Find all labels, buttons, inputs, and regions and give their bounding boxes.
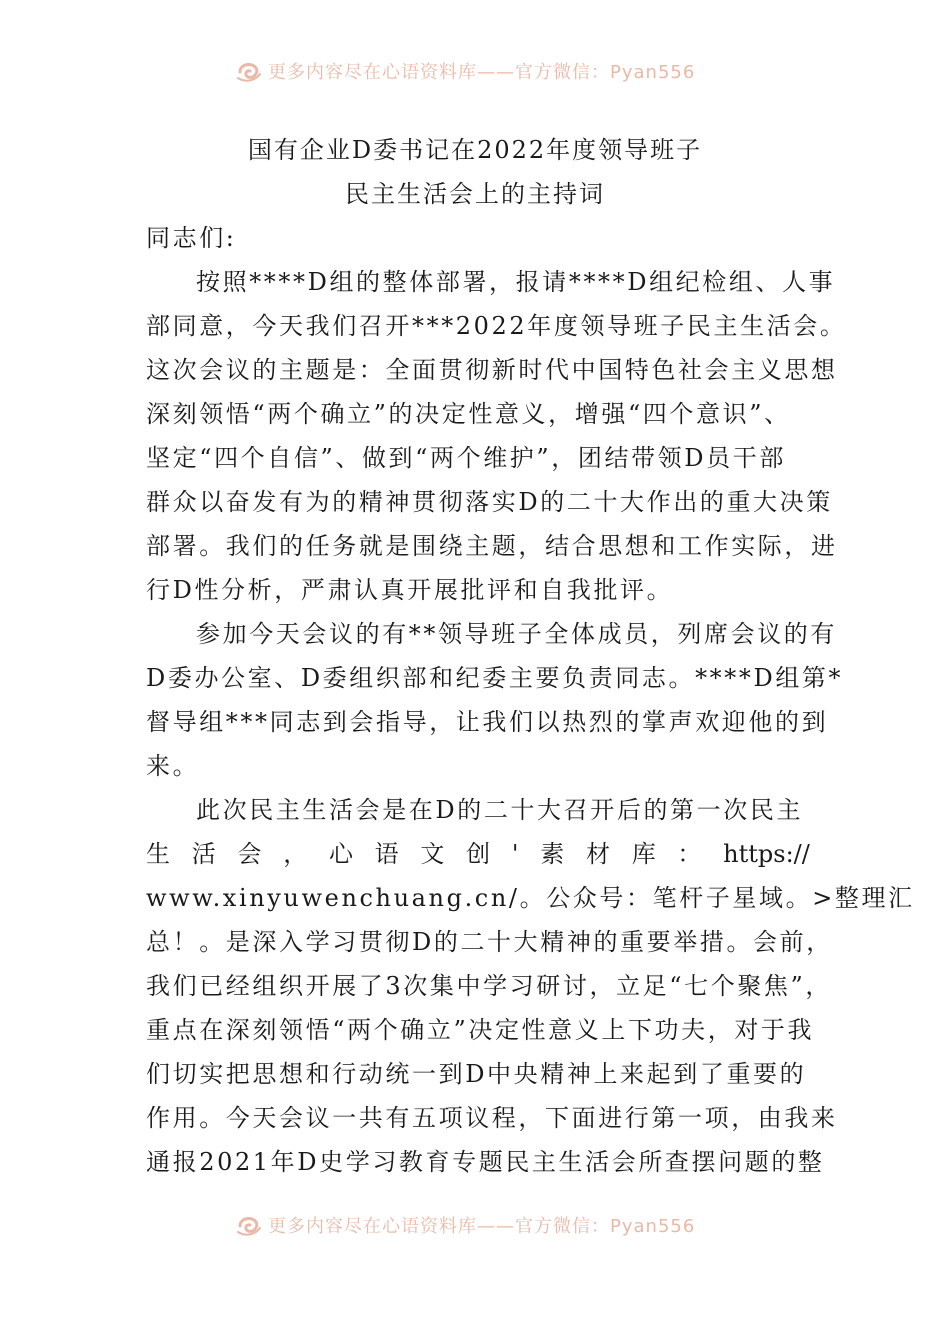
body-line: D委办公室、D委组织部和纪委主要负责同志。****D组第*	[146, 664, 844, 692]
watermark-text: 更多内容尽在心语资料库——官方微信：Pyan556	[268, 62, 696, 83]
body-line: 此次民主生活会是在D的二十大召开后的第一次民主	[196, 796, 804, 824]
justified-char: https://	[723, 840, 810, 868]
justified-char: 会	[237, 840, 262, 868]
body-line: 重点在深刻领悟“两个确立”决定性意义上下功夫，对于我	[146, 1016, 815, 1044]
body-line: 总！。是深入学习贯彻D的二十大精神的重要举措。会前，	[146, 928, 833, 956]
watermark-text: 更多内容尽在心语资料库——官方微信：Pyan556	[268, 1216, 696, 1237]
body-line: 们切实把思想和行动统一到D中央精神上来起到了重要的	[146, 1060, 807, 1088]
body-line: 作用。今天会议一共有五项议程，下面进行第一项，由我来	[146, 1104, 838, 1132]
justified-char: 材	[585, 840, 610, 868]
body-line: 来。	[146, 752, 200, 780]
body-line: www.xinyuwenchuang.cn/。公众号：笔杆子星域。>整理汇	[146, 884, 915, 912]
body-line: 参加今天会议的有**领导班子全体成员，列席会议的有	[196, 620, 837, 648]
justified-char: 文	[420, 840, 445, 868]
body-line: 部同意，今天我们召开***2022年度领导班子民主生活会。	[146, 312, 847, 340]
footer-watermark	[236, 1210, 736, 1240]
justified-body-line	[146, 832, 810, 876]
body-line: 我们已经组织开展了3次集中学习研讨，立足“七个聚焦”，	[146, 972, 833, 1000]
body-line: 这次会议的主题是：全面贯彻新时代中国特色社会主义思想	[146, 356, 838, 384]
body-line: 督导组***同志到会指导，让我们以热烈的掌声欢迎他的到	[146, 708, 829, 736]
document-body	[146, 216, 915, 1184]
body-line: 按照****D组的整体部署，报请****D组纪检组、人事	[196, 268, 836, 296]
justified-char: 语	[374, 840, 399, 868]
body-line: 坚定“四个自信”、做到“两个维护”，团结带领D员干部	[146, 444, 786, 472]
justified-char: 创	[466, 840, 491, 868]
justified-char: 生	[146, 840, 170, 868]
justified-char: 素	[540, 840, 565, 868]
header-watermark	[236, 56, 736, 86]
salutation-line: 同志们:	[146, 224, 237, 252]
justified-char: 心	[328, 840, 353, 868]
justified-char: 活	[191, 840, 216, 868]
swirl-logo-icon	[236, 58, 262, 84]
body-line: 通报2021年D史学习教育专题民主生活会所查摆问题的整	[146, 1148, 825, 1176]
body-line: 深刻领悟“两个确立”的决定性意义，增强“四个意识”、	[146, 400, 791, 428]
body-line: 群众以奋发有为的精神贯彻落实D的二十大作出的重大决策	[146, 488, 833, 516]
justified-char: ：	[677, 840, 702, 868]
body-line: 行D性分析，严肃认真开展批评和自我批评。	[146, 576, 674, 604]
body-line: 部署。我们的任务就是围绕主题，结合思想和工作实际，进	[146, 532, 838, 560]
justified-char: ，	[283, 840, 308, 868]
justified-char: 库	[631, 840, 656, 868]
document-title-line-1: 国有企业D委书记在2022年度领导班子	[247, 136, 703, 164]
swirl-logo-icon	[236, 1212, 262, 1238]
justified-char: '	[511, 840, 519, 868]
document-title-line-2: 民主生活会上的主持词	[345, 180, 605, 208]
